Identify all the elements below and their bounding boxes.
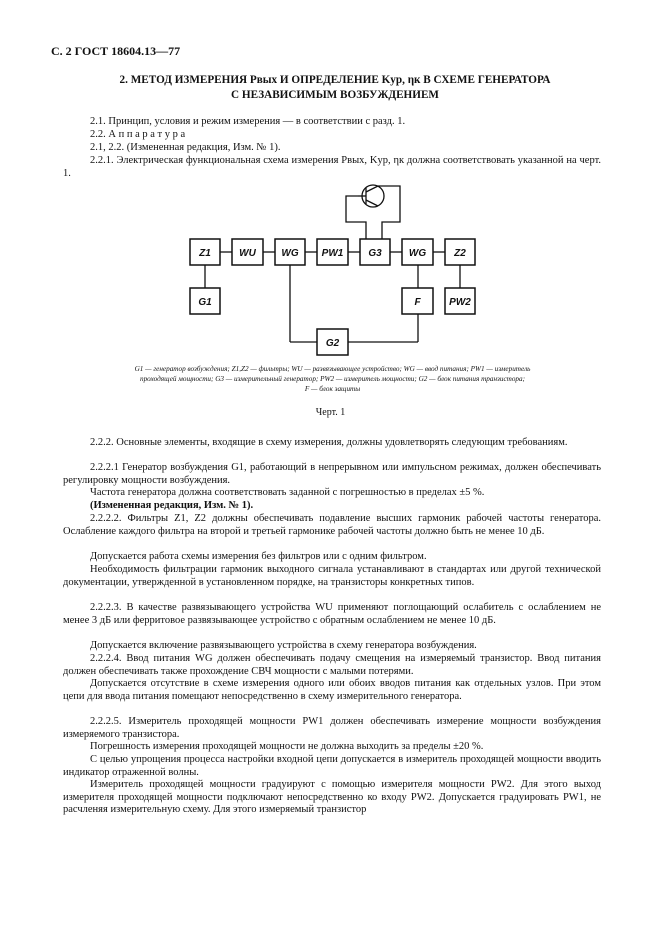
paragraph-2-1-2-2-amendment: 2.1, 2.2. (Измененная редакция, Изм. № 1).: [90, 142, 281, 153]
label-wg-right: WG: [408, 248, 427, 259]
paragraph-2-2-2-3: 2.2.2.3. В качестве развязывающего устройства WU применяют поглощающий ослабитель с ослаблением не менее 3 дБ или ферритовое развязывающее устройство с обратным ослаблением не менее 10 дБ.: [63, 602, 601, 626]
paragraph-2-2-2-5: 2.2.2.5. Измеритель проходящей мощности PW1 должен обеспечивать измерение мощности возбуждения измеряемого транзистора.: [63, 716, 601, 740]
paragraph-filtering-need: Необходимость фильтрации гармоник выходного сигнала устанавливают в стандартах или другой технической документации, утвержденной в установленном порядке, на транзисторы конкретных типов.: [63, 564, 601, 588]
paragraph-frequency: Частота генератора должна соответствовать заданной с погрешностью в пределах ±5 %.: [90, 487, 485, 498]
section-title-line-1: 2. МЕТОД ИЗМЕРЕНИЯ Pвых И ОПРЕДЕЛЕНИЕ Kур, ηк В СХЕМЕ ГЕНЕРАТОРА: [119, 74, 551, 86]
paragraph-reflected-wave: С целью упрощения процесса настройки входной цепи допускается в измеритель проходящей мощности вводить индикатор отраженной волны.: [63, 754, 601, 778]
label-wu: WU: [239, 248, 256, 259]
paragraph-2-2: 2.2. А п п а р а т у р а: [90, 129, 186, 140]
label-g1: G1: [198, 297, 212, 308]
paragraph-calibration: Измеритель проходящей мощности градуируют с помощью измерителя мощности PW2. Для этого выход измерителя проходящей мощности подключают непосредственно ко входу PW2. Допускается градуировать PW1, не расчленяя измерительную схему. Для этого измеряемый транзистор: [63, 779, 601, 816]
label-g3: G3: [368, 248, 382, 259]
paragraph-power-input-absence: Допускается отсутствие в схеме измерения одного или обоих вводов питания как отдельных узлов. При этом цепи для ввода питания помещают непосредственно в схему измерительного генератора.: [63, 678, 601, 702]
paragraph-2-2-2: 2.2.2. Основные элементы, входящие в схему измерения, должны удовлетворять следующим требованиям.: [90, 437, 568, 448]
label-pw2: PW2: [449, 297, 471, 308]
page-header: С. 2 ГОСТ 18604.13—77: [51, 44, 181, 58]
label-g2: G2: [325, 338, 340, 349]
paragraph-wu-inclusion: Допускается включение развязывающего устройства в схему генератора возбуждения.: [90, 640, 477, 651]
paragraph-measurement-error: Погрешность измерения проходящей мощности не должна выходить за пределы ±20 %.: [90, 741, 484, 752]
paragraph-amendment: (Измененная редакция, Изм. № 1).: [90, 500, 254, 511]
figure-number: Черт. 1: [315, 407, 346, 418]
section-title-line-2: С НЕЗАВИСИМЫМ ВОЗБУЖДЕНИЕМ: [231, 89, 439, 101]
label-f: F: [414, 297, 421, 308]
caption-line-1: G1 — генератор возбуждения; Z1,Z2 — фильтры; WU — развязывающее устройство; WG — ввод питания; PW1 — измеритель: [134, 365, 531, 373]
label-z2: Z2: [454, 248, 466, 259]
paragraph-2-2-2-2: 2.2.2.2. Фильтры Z1, Z2 должны обеспечивать подавление высших гармоник рабочей частоты генератора. Ослабление каждого фильтра на второй и третьей гармонике рабочей частоты должно быть не менее 10 дБ.: [63, 513, 601, 537]
label-wg-left: WG: [281, 248, 299, 259]
caption-line-3: F — блок защиты: [304, 385, 361, 393]
figure-caption: [60, 364, 605, 394]
paragraph-2-2-2-1: 2.2.2.1 Генератор возбуждения G1, работающий в непрерывном или импульсном режимах, должен обеспечивать регулировку мощности возбуждения.: [63, 462, 601, 486]
paragraph-2-2-2-4: 2.2.2.4. Ввод питания WG должен обеспечивать подачу смещения на измеряемый транзистор. Ввод питания должен обеспечивать также прохождение СВЧ мощности с малыми потерями.: [63, 653, 601, 677]
label-z1: Z1: [199, 248, 211, 259]
caption-line-2: проходящей мощности; G3 — измерительный генератор; PW2 — измеритель мощности; G2 — блок питания транзистора;: [139, 375, 526, 383]
paragraph-2-2-1: 2.2.1. Электрическая функциональная схема измерения Pвых, Kур, ηк должна соответствовать указанной на черт. 1.: [63, 155, 601, 179]
circuit-diagram: [0, 178, 661, 358]
paragraph-no-filters: Допускается работа схемы измерения без фильтров или с одним фильтром.: [90, 551, 427, 562]
label-pw1: PW1: [321, 248, 344, 259]
section-title: [60, 73, 610, 103]
paragraph-2-1: 2.1. Принцип, условия и режим измерения — в соответствии с разд. 1.: [90, 116, 406, 127]
